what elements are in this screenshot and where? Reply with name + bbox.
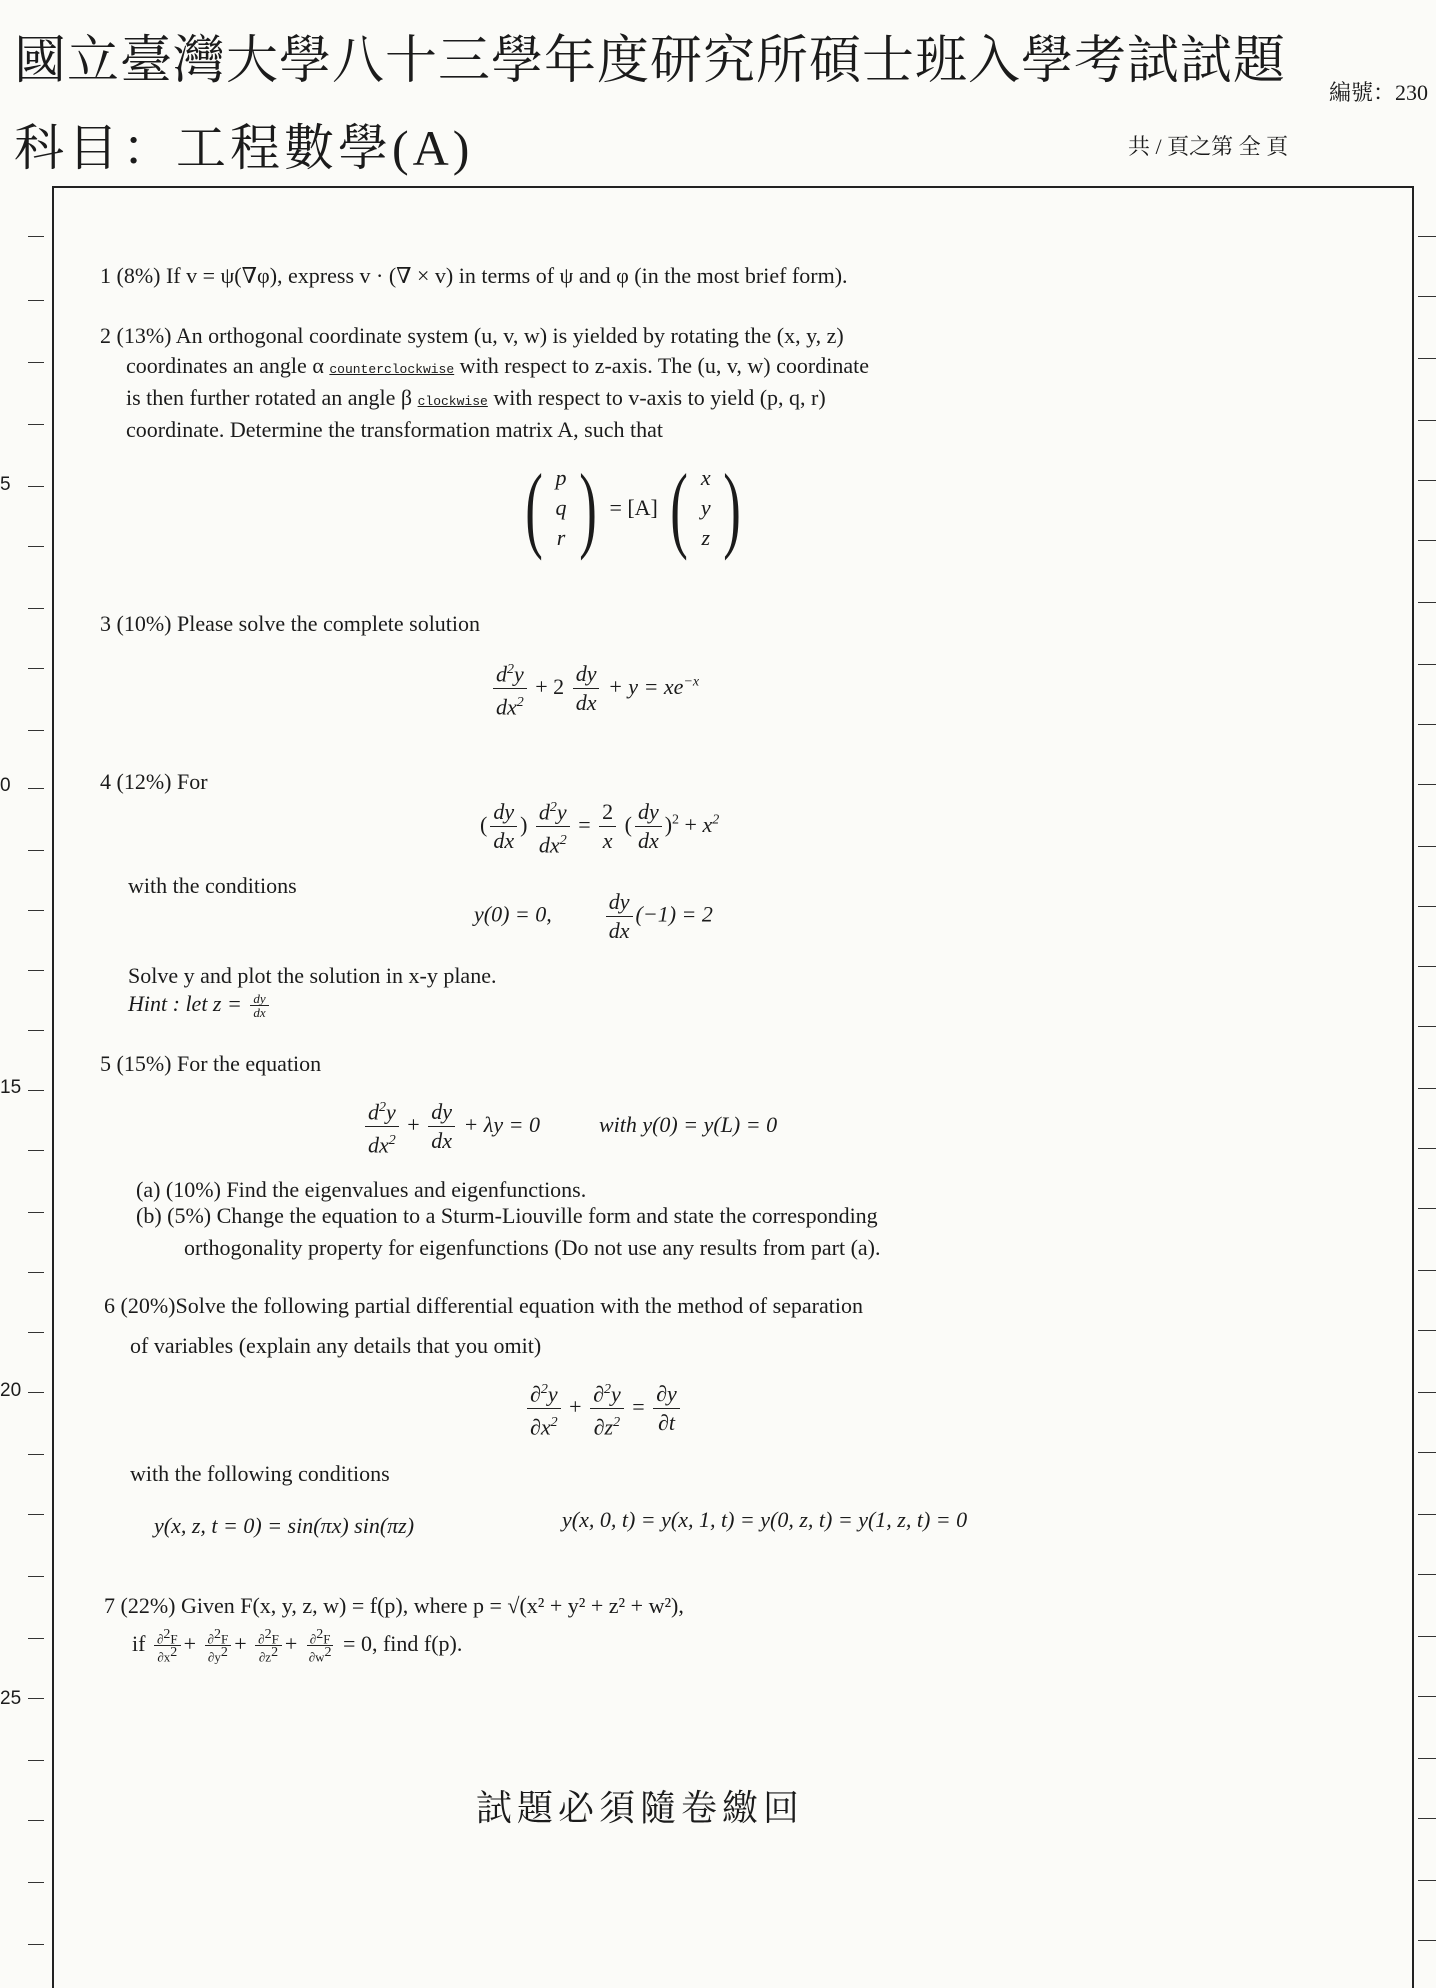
ruler-tick — [28, 1514, 44, 1515]
q4-conditions-label: with the conditions — [128, 873, 297, 898]
ruler-tick — [28, 1454, 44, 1455]
ruler-tick — [28, 1090, 44, 1091]
ruler-tick — [28, 486, 44, 487]
question-2-line-1: 2 (13%) An orthogonal coordinate system (u, v, w) is yielded by rotating the (x, y, z) — [100, 323, 844, 348]
ruler-tick — [28, 1820, 44, 1821]
right-tick — [1418, 236, 1436, 237]
q2-counterclockwise-note: counterclockwise — [329, 362, 455, 377]
ruler-tick — [28, 1698, 44, 1699]
ruler-tick — [28, 1030, 44, 1031]
ruler-label: 15 — [0, 1077, 22, 1098]
vec-entry: z — [701, 525, 711, 550]
q3-eq-rest: + y = xe — [607, 673, 684, 699]
ruler-tick — [28, 668, 44, 669]
q6-conditions-label: with the following conditions — [130, 1461, 390, 1486]
question-7-line-1: 7 (22%) Given F(x, y, z, w) = f(p), where p = √(x² + y² + z² + w²), — [104, 1593, 684, 1618]
ruler-tick — [28, 1576, 44, 1577]
ruler-tick — [28, 608, 44, 609]
right-tick — [1418, 966, 1436, 967]
vec-entry: r — [556, 525, 566, 550]
ruler-tick — [28, 850, 44, 851]
ruler-tick — [28, 788, 44, 789]
question-2-line-4: coordinate. Determine the transformation matrix A, such that — [126, 417, 664, 442]
question-4: 4 (12%) For — [100, 769, 208, 794]
question-2-line-3 — [126, 382, 826, 418]
q4-hint: Hint : let z = $\frac{dy}{dx}$ — [128, 988, 272, 1020]
ruler-tick — [28, 362, 44, 363]
right-tick — [1418, 1940, 1436, 1941]
q5-part-b-line-2: orthogonality property for eigenfunctions (Do not use any results from part (a). — [184, 1235, 881, 1260]
vec-entry: x — [700, 465, 711, 490]
question-3: 3 (10%) Please solve the complete solution — [100, 611, 481, 636]
right-tick — [1418, 724, 1436, 725]
q5-ode: $\frac{d^2y}{dx^2}$ + $\frac{dy}{dx}$ + λy = 0 with y(0) = y(L) = 0 — [362, 1094, 777, 1160]
right-tick — [1418, 1270, 1436, 1271]
question-6-line-2: of variables (explain any details that you omit) — [130, 1333, 542, 1358]
right-tick — [1418, 1880, 1436, 1881]
ruler-tick — [28, 300, 44, 301]
right-tick — [1418, 540, 1436, 541]
ruler-tick — [28, 424, 44, 425]
page-count: 共 / 頁之第 全 頁 — [1128, 134, 1289, 159]
right-tick — [1418, 1452, 1436, 1453]
right-tick — [1418, 1514, 1436, 1515]
ruler-tick — [28, 1760, 44, 1761]
q2-text: coordinates an angle α — [126, 353, 324, 378]
right-tick — [1418, 1392, 1436, 1393]
question-7-line-2: if $\frac{\partial^2F}{\partial x^2}$ + $\frac{\partial^2F}{\partial y^2}$ + $\frac{\partial^2F}{\partial z^2}$ + $\frac{\partial^2F}{\partial w^2}$ = 0, find f(p). — [132, 1627, 463, 1665]
ruler-tick — [28, 1212, 44, 1213]
ruler-label: 20 — [0, 1380, 22, 1401]
q6-condition-1: y(x, z, t = 0) = sin(πx) sin(πz) — [154, 1513, 415, 1538]
ruler-tick — [28, 1944, 44, 1945]
q3-ode: $\frac{d^2y}{dx^2}$ + 2 $\frac{dy}{dx}$ + $y = xe^{-x}$ — [490, 656, 699, 722]
vec-entry: q — [555, 495, 567, 520]
q2-text: with respect to z-axis. The (u, v, w) coordinate — [459, 353, 869, 378]
ruler-tick — [28, 546, 44, 547]
q2-text: is then further rotated an angle β — [126, 385, 413, 410]
right-tick — [1418, 1574, 1436, 1575]
right-tick — [1418, 296, 1436, 297]
exam-title: 國立臺灣大學八十三學年度研究所碩士班入學考試試題 — [14, 33, 1287, 90]
exam-subject: 科目：工程數學(A) — [14, 120, 474, 176]
right-tick — [1418, 602, 1436, 603]
ruler-tick — [28, 1882, 44, 1883]
right-tick — [1418, 420, 1436, 421]
q2-clockwise-note: clockwise — [417, 394, 488, 409]
right-tick — [1418, 1148, 1436, 1149]
q6-condition-2: y(x, 0, t) = y(x, 1, t) = y(0, z, t) = y(1, z, t) = 0 — [562, 1507, 968, 1532]
right-tick — [1418, 1758, 1436, 1759]
ruler-tick — [28, 1332, 44, 1333]
vector-pqr — [555, 463, 566, 553]
right-tick — [1418, 1818, 1436, 1819]
q4-solve: Solve y and plot the solution in x-y plane. — [128, 963, 497, 988]
q6-pde: $\frac{\partial^2y}{\partial x^2}$ + $\frac{\partial^2y}{\partial z^2}$ = $\frac{\partial y}{\partial t}$ — [524, 1376, 683, 1442]
exam-code: 編號：230 — [1328, 80, 1428, 105]
q5-eq-rest: + λy = 0 — [463, 1111, 540, 1137]
right-tick — [1418, 1696, 1436, 1697]
q4-hint-text: Hint : let z = — [128, 991, 242, 1016]
return-notice: 試題必須隨卷繳回 — [476, 1788, 805, 1828]
vec-entry: p — [555, 465, 567, 490]
ruler-label: 0 — [0, 775, 11, 796]
eq-mid: = [A] — [609, 495, 658, 520]
ruler-tick — [28, 1150, 44, 1151]
q5-part-a: (a) (10%) Find the eigenvalues and eigenfunctions. — [136, 1177, 587, 1202]
question-1: 1 (8%) If v = ψ(∇φ), express v · (∇ × v) in terms of ψ and φ (in the most brief form). — [100, 263, 848, 288]
ruler-tick — [28, 1392, 44, 1393]
right-tick — [1418, 1636, 1436, 1637]
right-tick — [1418, 1330, 1436, 1331]
ruler-tick — [28, 1638, 44, 1639]
vec-entry: y — [700, 495, 711, 520]
right-tick — [1418, 1208, 1436, 1209]
q5-boundary: with y(0) = y(L) = 0 — [598, 1111, 778, 1137]
right-tick — [1418, 664, 1436, 665]
ruler-tick — [28, 1272, 44, 1273]
ruler-tick — [28, 236, 44, 237]
right-tick — [1418, 906, 1436, 907]
q4-condition-1: y(0) = 0, — [474, 901, 552, 927]
q4-ode: ( $\frac{dy}{dx}$ ) $\frac{d^2y}{dx^2}$ = $\frac{2}{x}$ ( $\frac{dy}{dx}$ )$^2 + x^2$ — [480, 794, 719, 860]
vector-xyz — [701, 463, 711, 553]
question-6-line-1: 6 (20%)Solve the following partial differential equation with the method of separation — [104, 1293, 863, 1318]
q2-matrix-equation: ( p q r ) = [A] ( x y z ) — [525, 454, 741, 561]
ruler-tick — [28, 910, 44, 911]
q5-part-b-line-1: (b) (5%) Change the equation to a Sturm-Liouville form and state the corresponding — [136, 1203, 878, 1228]
right-tick — [1418, 784, 1436, 785]
right-tick — [1418, 1026, 1436, 1027]
right-tick — [1418, 358, 1436, 359]
ruler-tick — [28, 730, 44, 731]
question-2-line-2 — [126, 350, 869, 386]
q4-condition-2: (−1) = 2 — [635, 901, 713, 927]
q7-end: = 0, find f(p). — [343, 1631, 463, 1656]
question-5: 5 (15%) For the equation — [100, 1051, 322, 1076]
q2-text: with respect to v-axis to yield (p, q, r) — [493, 385, 826, 410]
right-tick — [1418, 1088, 1436, 1089]
ruler-tick — [28, 970, 44, 971]
right-tick — [1418, 480, 1436, 481]
q4-conditions: y(0) = 0, $\frac{dy}{dx}$ (−1) = 2 — [474, 889, 713, 943]
right-tick — [1418, 846, 1436, 847]
ruler-label: 5 — [0, 474, 11, 495]
ruler-label: 25 — [0, 1688, 22, 1709]
